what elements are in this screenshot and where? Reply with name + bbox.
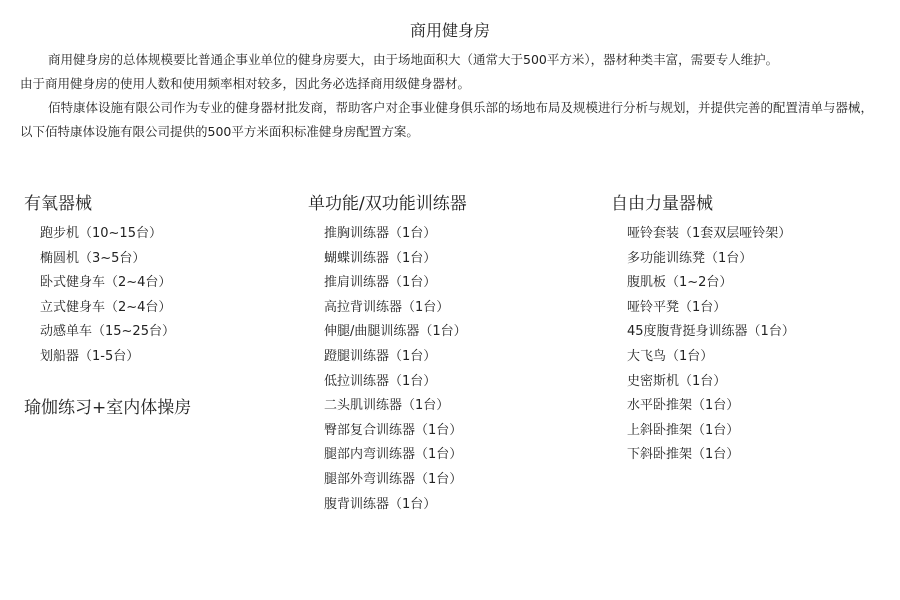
list-item: 伸腿/曲腿训练器（1台）	[324, 324, 467, 340]
section-heading-yoga: 瑜伽练习+室内体操房	[24, 397, 192, 418]
list-item: 蹬腿训练器（1台）	[324, 348, 437, 364]
list-item: 臀部复合训练器（1台）	[324, 422, 463, 438]
list-item: 哑铃平凳（1台）	[627, 299, 727, 315]
list-item: 卧式健身车（2~4台）	[40, 275, 172, 291]
list-item: 跑步机（10~15台）	[40, 226, 162, 241]
page-title: 商用健身房	[409, 21, 490, 40]
trainer-equipment-section	[308, 190, 467, 517]
list-item: 上斜卧推架（1台）	[627, 422, 740, 438]
intro-paragraph: 商用健身房的总体规模要比普通企事业单位的健身房要大，由于场地面积大（通常大于500平方米），器材种类丰富，需要专人维护。	[48, 52, 779, 67]
list-item: 二头肌训练器（1台）	[324, 398, 450, 414]
section-heading-trainers: 单功能/双功能训练器	[308, 194, 467, 214]
intro-paragraph: 由于商用健身房的使用人数和使用频率相对较多，因此务必选择商用级健身器材。	[20, 76, 471, 91]
section-heading-free-weights: 自由力量器械	[611, 194, 713, 214]
intro-text	[20, 48, 880, 144]
list-item: 多功能训练凳（1台）	[627, 250, 753, 266]
list-item: 推胸训练器（1台）	[324, 226, 437, 241]
free-weights-section	[611, 190, 795, 468]
list-item: 腿部外弯训练器（1台）	[324, 471, 463, 487]
list-item: 高拉背训练器（1台）	[324, 299, 450, 315]
list-item: 推肩训练器（1台）	[324, 275, 437, 291]
equipment-list	[24, 222, 191, 370]
list-item: 划船器（1-5台）	[40, 348, 140, 364]
list-item: 大飞鸟（1台）	[627, 348, 714, 364]
section-heading-aerobic: 有氧器械	[24, 194, 92, 214]
list-item: 腹背训练器（1台）	[324, 496, 437, 512]
list-item: 椭圆机（3~5台）	[40, 250, 146, 266]
aerobic-equipment-section	[24, 190, 191, 422]
list-item: 低拉训练器（1台）	[324, 373, 437, 389]
list-item: 立式健身车（2~4台）	[40, 299, 172, 315]
list-item: 下斜卧推架（1台）	[627, 447, 740, 463]
list-item: 腹肌板（1~2台）	[627, 275, 733, 291]
equipment-list	[611, 222, 795, 468]
list-item: 蝴蝶训练器（1台）	[324, 250, 437, 266]
equipment-list	[308, 222, 467, 517]
list-item: 45度腹背挺身训练器（1台）	[627, 324, 795, 340]
list-item: 水平卧推架（1台）	[627, 398, 740, 414]
list-item: 史密斯机（1台）	[627, 373, 727, 389]
intro-paragraph: 佰特康体设施有限公司作为专业的健身器材批发商，帮助客户对企事业健身俱乐部的场地布局及规模进行分析与规划，并提供完善的配置清单与器械，以下佰特康体设施有限公司提供的500平方米面积标准健身房配置方案。	[20, 100, 874, 139]
list-item: 腿部内弯训练器（1台）	[324, 447, 463, 463]
list-item: 动感单车（15~25台）	[40, 324, 175, 340]
list-item: 哑铃套装（1套双层哑铃架）	[627, 226, 792, 241]
